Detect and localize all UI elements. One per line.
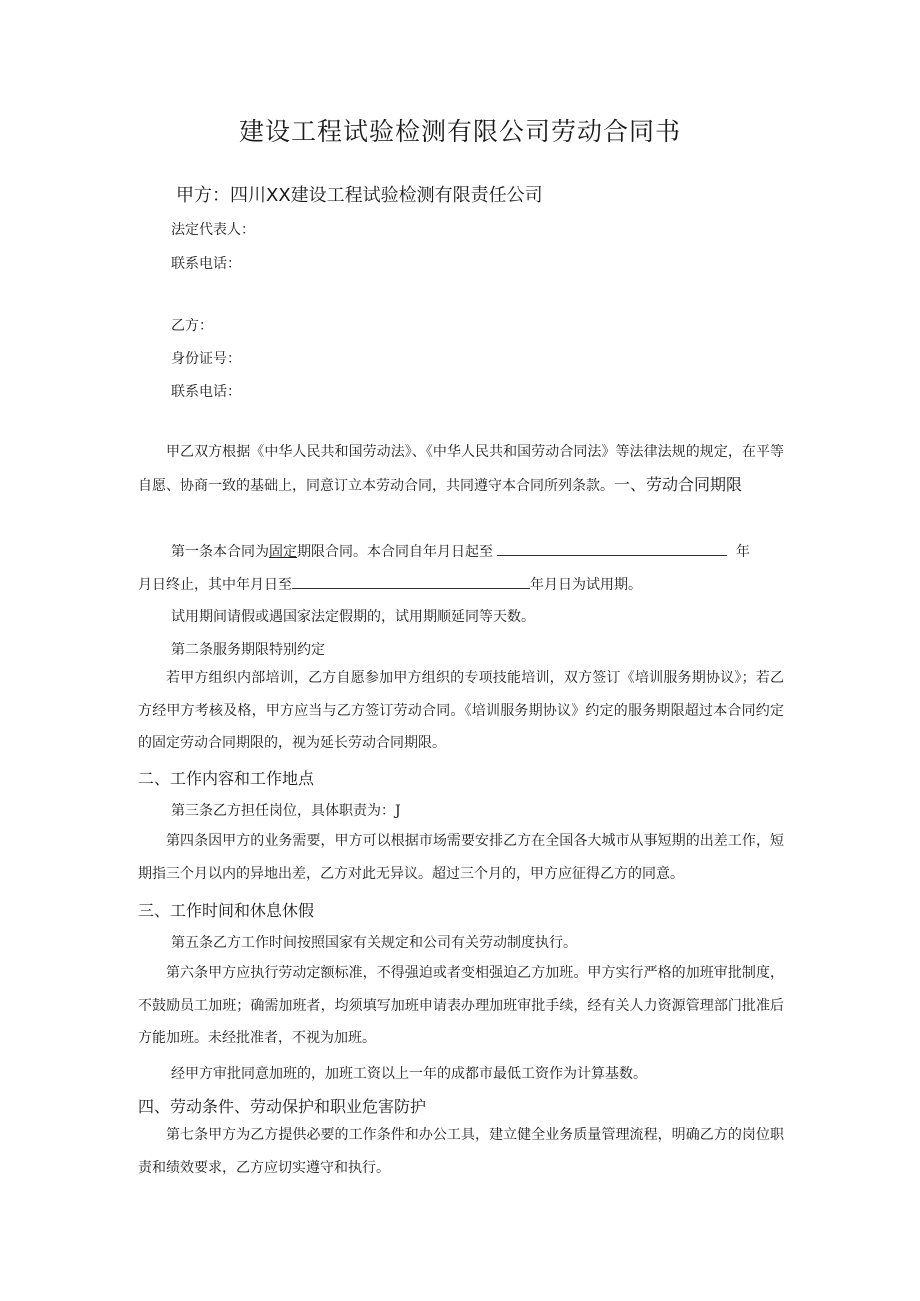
party-b-name-label: 乙方： — [171, 318, 213, 334]
party-a-phone-label: 联系电话： — [171, 256, 241, 272]
article-4: 第四条因甲方的业务需要，甲方可以根据市场需要安排乙方在全国各大城市从事短期的出差工作，短期指三个月以内的异地出差，乙方对此无异议。超过三个月的，甲方应征得乙方的同意。 — [138, 833, 784, 882]
article-1-middle: 期限合同。本合同自年月日起至 — [297, 544, 493, 560]
section-heading-2: 二、工作内容和工作地点 — [138, 769, 315, 788]
party-a-name: 甲方：四川XX建设工程试验检测有限责任公司 — [176, 185, 543, 206]
section-heading-4: 四、劳动条件、劳动保护和职业危害防护 — [138, 1097, 427, 1116]
probation-date-blank — [292, 574, 530, 589]
article-1-prefix: 第一条本合同为 — [171, 544, 269, 560]
article-1-line-2 — [138, 574, 784, 594]
article-2-text: 若甲方组织内部培训，乙方自愿参加甲方组织的专项技能培训，双方签订《培训服务期协议》；若乙方经甲方考核及格，甲方应当与乙方签订劳动合同。《培训服务期协议》约定的服务期限超过本合同约定的固定劳动合同期限的，视为延长劳动合同期限。 — [138, 670, 784, 751]
article-1-line2-suffix: 年月日为试用期。 — [530, 577, 642, 593]
article-7: 第七条甲方为乙方提供必要的工作条件和办公工具，建立健全业务质量管理流程，明确乙方的岗位职责和绩效要求，乙方应切实遵守和执行。 — [138, 1127, 784, 1176]
party-b-phone-label: 联系电话： — [171, 384, 241, 400]
party-a-legal-rep-label: 法定代表人： — [171, 222, 255, 238]
article-1-line2-prefix: 月日终止，其中年月日至 — [138, 577, 292, 593]
article-1-year: 年 — [735, 544, 750, 560]
article-1-term-type: 固定 — [269, 544, 297, 560]
probation-note: 试用期间请假或遇国家法定假期的，试用期顺延同等天数。 — [171, 609, 535, 625]
article-5: 第五条乙方工作时间按照国家有关规定和公司有关劳动制度执行。 — [171, 935, 577, 951]
section-heading-3: 三、工作时间和休息休假 — [138, 901, 315, 920]
section-heading-1: 一、劳动合同期限 — [614, 474, 743, 494]
overtime-note: 经甲方审批同意加班的，加班工资以上一年的成都市最低工资作为计算基数。 — [171, 1066, 647, 1082]
intro-text: 甲乙双方根据《中华人民共和国劳动法》、《中华人民共和国劳动合同法》等法律法规的规定，在平等自愿、协商一致的基础上，同意订立本劳动合同，共同遵守本合同所列条款。 — [138, 444, 784, 494]
start-date-blank — [497, 541, 727, 556]
article-1-line-1 — [171, 541, 817, 561]
party-b-id-label: 身份证号： — [171, 351, 241, 367]
article-2-title: 第二条服务期限特别约定 — [171, 642, 325, 658]
intro-paragraph — [138, 436, 784, 502]
document-title: 建设工程试验检测有限公司劳动合同书 — [238, 117, 681, 146]
article-6: 第六条甲方应执行劳动定额标准，不得强迫或者变相强迫乙方加班。甲方实行严格的加班审批制度，不鼓励员工加班；确需加班者，均须填写加班申请表办理加班审批手续，经有关人力资源管理部门批准后方能加班。未经批准者，不视为加班。 — [138, 965, 784, 1046]
article-3: 第三条乙方担任岗位，具体职责为：J — [171, 803, 401, 819]
